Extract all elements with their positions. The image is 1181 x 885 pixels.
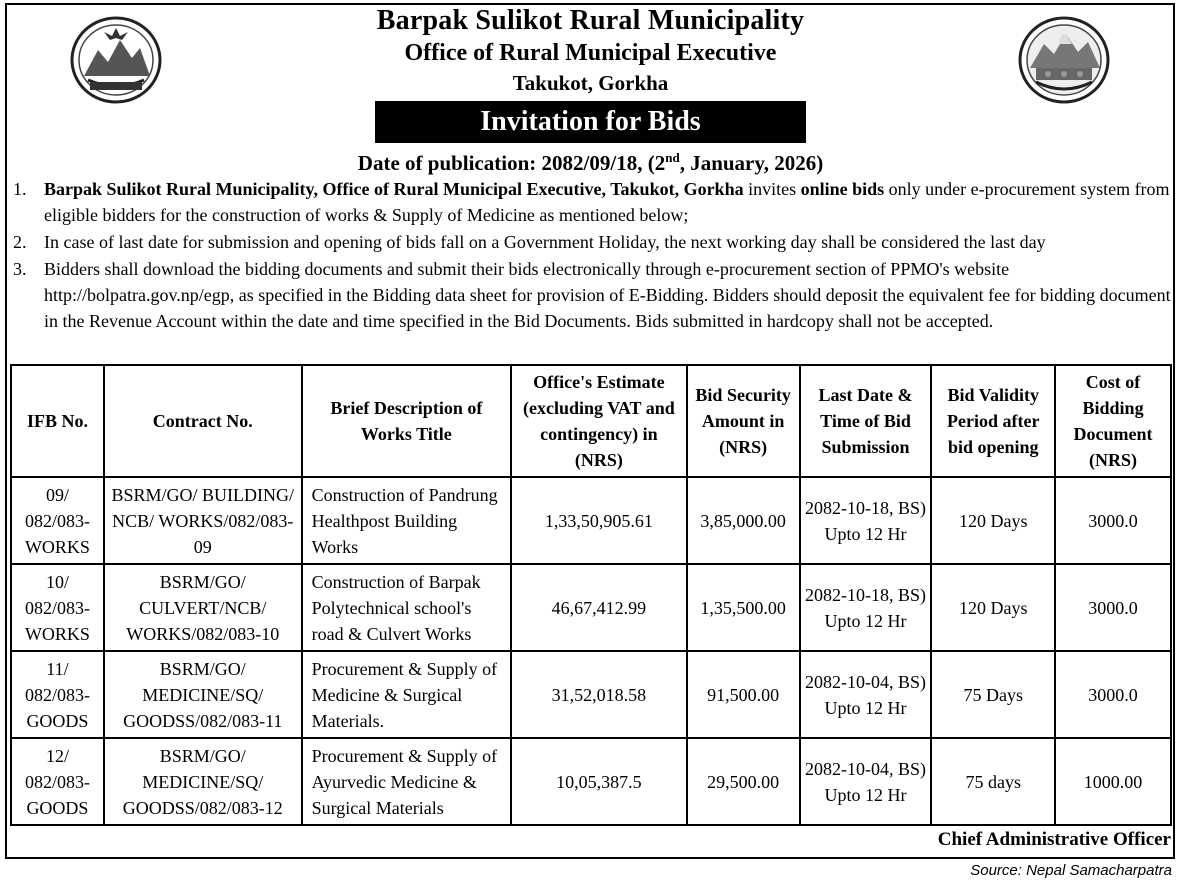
clause-1: 1. Barpak Sulikot Rural Municipality, Office of Rural Municipal Executive, Takukot, Gorkha invites online bids only under e-procurement system from eligible bidders for the construction of works & Supply of Medicine as mentioned below; — [13, 176, 1171, 228]
cell-ifb-no: 10/ 082/083- WORKS — [11, 564, 104, 651]
cell-last-date: 2082-10-18, BS) Upto 12 Hr — [800, 564, 932, 651]
cell-estimate: 31,52,018.58 — [511, 651, 687, 738]
office-location: Takukot, Gorkha — [512, 71, 669, 95]
office-title: Office of Rural Municipal Executive — [404, 40, 777, 66]
cell-doc-cost: 3000.0 — [1055, 477, 1171, 564]
cell-last-date: 2082-10-04, BS) Upto 12 Hr — [800, 738, 932, 825]
table-row — [11, 738, 1171, 825]
clause-3 — [13, 256, 1171, 334]
cell-estimate: 1,33,50,905.61 — [511, 477, 687, 564]
cell-validity: 120 Days — [931, 564, 1055, 651]
cell-description: Construction of Barpak Polytechnical school's road & Culvert Works — [302, 564, 511, 651]
header-estimate: Office's Estimate (excluding VAT and contingency) in (NRS) — [511, 365, 687, 477]
source-credit: Source: Nepal Samacharpatra — [970, 862, 1172, 879]
table-row — [11, 651, 1171, 738]
invitation-banner: Invitation for Bids — [375, 101, 806, 143]
cell-ifb-no: 09/ 082/083- WORKS — [11, 477, 104, 564]
cell-description: Procurement & Supply of Ayurvedic Medicine & Surgical Materials — [302, 738, 511, 825]
cell-bid-security: 29,500.00 — [687, 738, 800, 825]
cell-description: Procurement & Supply of Medicine & Surgical Materials. — [302, 651, 511, 738]
clause-number: 2. — [13, 232, 27, 252]
cell-doc-cost: 1000.00 — [1055, 738, 1171, 825]
header-contract-no: Contract No. — [104, 365, 302, 477]
clause-number: 3. — [13, 259, 27, 279]
cell-ifb-no: 12/ 082/083- GOODS — [11, 738, 104, 825]
header-bid-security: Bid Security Amount in (NRS) — [687, 365, 800, 477]
clause-text: Bidders shall download the bidding documents and submit their bids electronically through e-procurement section of PPMO's website http://bolpatra.gov.np/egp, as specified in the Bidding data sheet for provision of E-Bidding. Bidders should deposit the equivalent fee for bidding document in the Revenue Account within the date and time specified in the Bid Documents. Bids submitted in hardcopy shall not be accepted. — [44, 259, 1171, 331]
table-row — [11, 477, 1171, 564]
cell-doc-cost: 3000.0 — [1055, 651, 1171, 738]
cell-estimate: 46,67,412.99 — [511, 564, 687, 651]
cell-doc-cost: 3000.0 — [1055, 564, 1171, 651]
publication-date: Date of publication: 2082/09/18, (2nd, January, 2026) — [357, 150, 824, 175]
bids-table — [10, 364, 1172, 826]
cell-last-date: 2082-10-18, BS) Upto 12 Hr — [800, 477, 932, 564]
table-row — [11, 564, 1171, 651]
cell-ifb-no: 11/ 082/083- GOODS — [11, 651, 104, 738]
cell-contract-no: BSRM/GO/ MEDICINE/SQ/ GOODSS/082/083-12 — [104, 738, 302, 825]
clause-text: In case of last date for submission and opening of bids fall on a Government Holiday, the next working day shall be considered the last day — [44, 232, 1046, 252]
cell-contract-no: BSRM/GO/ BUILDING/ NCB/ WORKS/082/083-09 — [104, 477, 302, 564]
clause-2 — [13, 229, 1171, 255]
cell-bid-security: 91,500.00 — [687, 651, 800, 738]
header-doc-cost: Cost of Bidding Document (NRS) — [1055, 365, 1171, 477]
clause-number: 1. — [13, 179, 27, 199]
municipality-title: Barpak Sulikot Rural Municipality — [376, 5, 805, 36]
cell-bid-security: 1,35,500.00 — [687, 564, 800, 651]
cell-contract-no: BSRM/GO/ CULVERT/NCB/ WORKS/082/083-10 — [104, 564, 302, 651]
cell-estimate: 10,05,387.5 — [511, 738, 687, 825]
header-ifb-no: IFB No. — [11, 365, 104, 477]
cell-validity: 120 Days — [931, 477, 1055, 564]
signatory: Chief Administrative Officer — [937, 829, 1171, 850]
cell-bid-security: 3,85,000.00 — [687, 477, 800, 564]
header-description: Brief Description of Works Title — [302, 365, 511, 477]
header-last-date: Last Date & Time of Bid Submission — [800, 365, 932, 477]
header-validity: Bid Validity Period after bid opening — [931, 365, 1055, 477]
cell-contract-no: BSRM/GO/ MEDICINE/SQ/ GOODSS/082/083-11 — [104, 651, 302, 738]
cell-last-date: 2082-10-04, BS) Upto 12 Hr — [800, 651, 932, 738]
table-header-row — [11, 365, 1171, 477]
cell-description: Construction of Pandrung Healthpost Building Works — [302, 477, 511, 564]
cell-validity: 75 Days — [931, 651, 1055, 738]
cell-validity: 75 days — [931, 738, 1055, 825]
